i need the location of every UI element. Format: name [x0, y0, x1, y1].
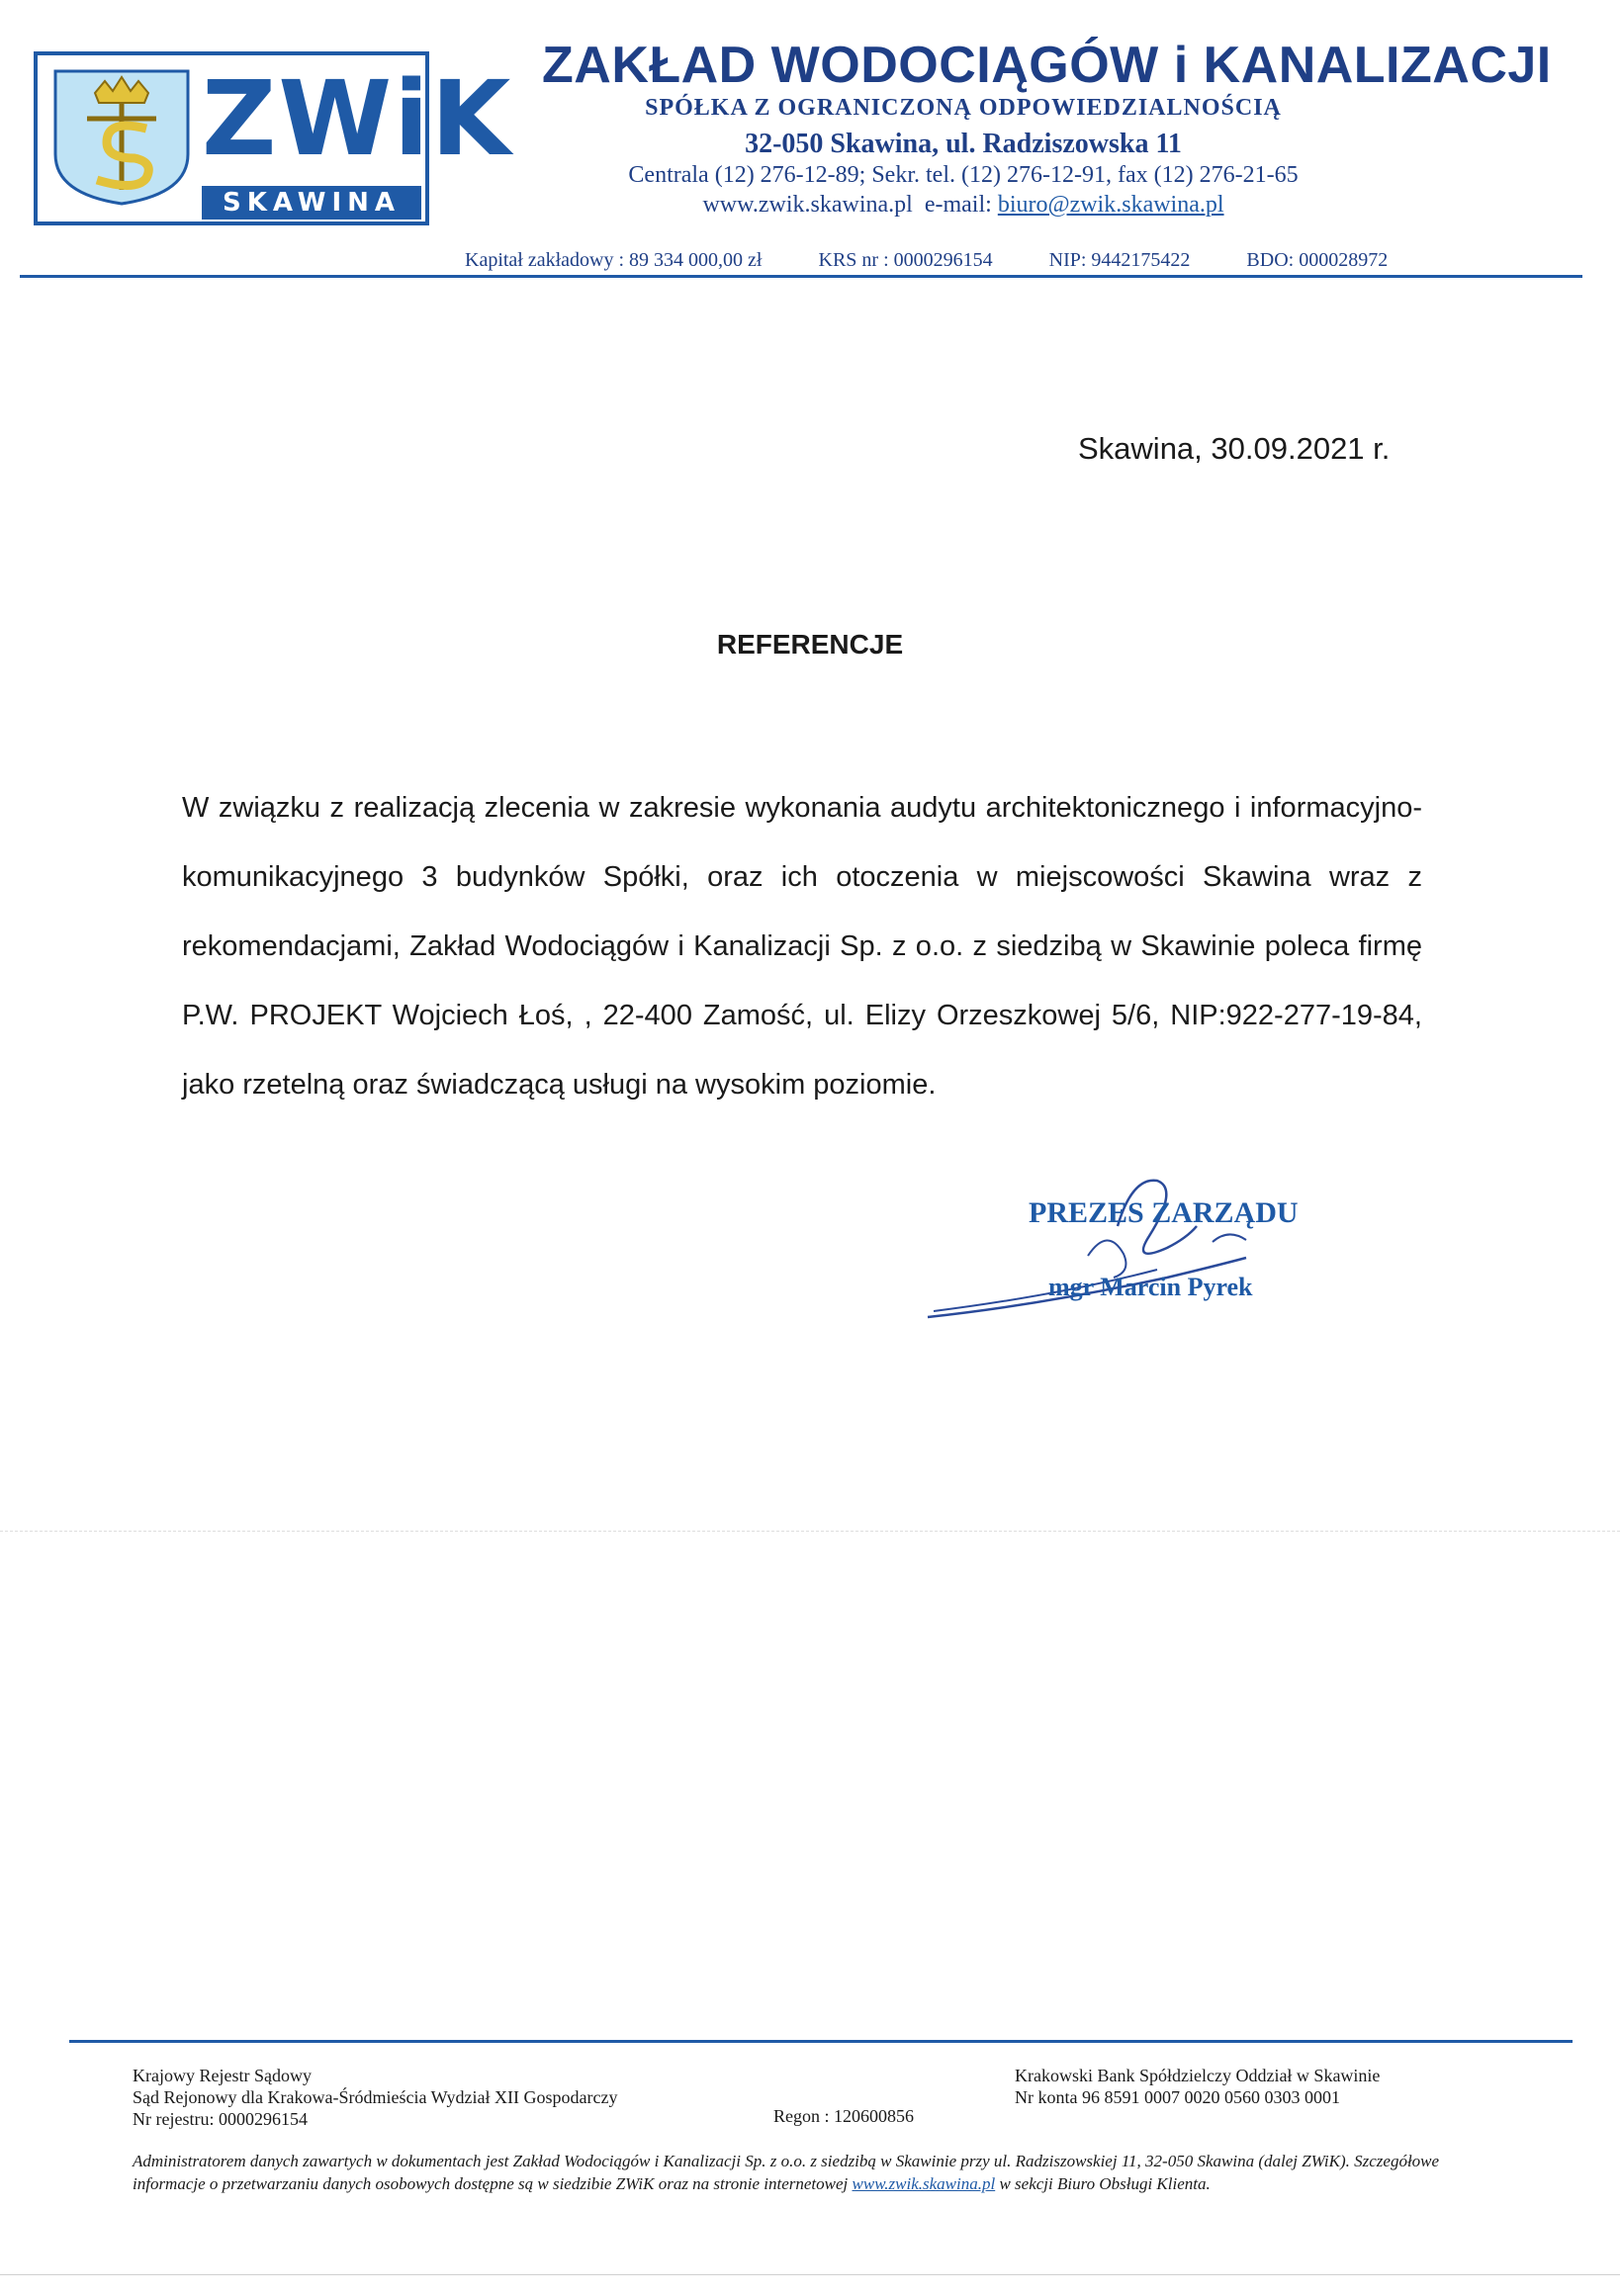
paper-fold-line: [0, 1531, 1620, 1532]
letter-title: REFERENCJE: [716, 629, 904, 660]
letter-date: Skawina, 30.09.2021 r.: [1078, 431, 1391, 466]
signature-stamp-title: PREZES ZARZĄDU: [1029, 1196, 1299, 1229]
website-text: www.zwik.skawina.pl: [702, 192, 913, 218]
letter-body: W związku z realizacją zlecenia w zakresie wykonania audytu architektonicznego i informacyjno-komunikacyjnego 3 budynków Spółki, oraz ich otoczenia w miejscowości Skawina wraz z rekomendacjami, Zakład Wodociągów i Kanalizacji Sp. z o.o. z siedzibą w Skawinie poleca firmę P.W. PROJEKT Wojciech Łoś, , 22-400 Zamość, ul. Elizy Orzeszkowej 5/6, NIP:922-277-19-84, jako rzetelną oraz świadczącą usługi na wysokim poziomie.: [182, 792, 1422, 1101]
company-legal-form: SPÓŁKA Z OGRANICZONĄ ODPOWIEDZIALNOŚCIĄ: [645, 95, 1282, 121]
regon-text: Regon : 120600856: [773, 2106, 914, 2126]
signature-stamp-name: mgr Marcin Pyrek: [1048, 1273, 1253, 1301]
footer-line: Nr konta 96 8591 0007 0020 0560 0303 0001: [1015, 2087, 1340, 2107]
footer-line: Nr rejestru: 0000296154: [133, 2109, 308, 2129]
notice-website-link[interactable]: www.zwik.skawina.pl: [852, 2174, 996, 2193]
footer-line: Sąd Rejonowy dla Krakowa-Śródmieścia Wydział XII Gospodarczy: [133, 2087, 618, 2107]
court-registry-info: [133, 2065, 617, 2130]
nip-text: NIP: 9442175422: [1048, 249, 1191, 271]
company-address: 32-050 Skawina, ul. Radziszowska 11: [745, 129, 1182, 159]
notice-text-end: w sekcji Biuro Obsługi Klienta.: [995, 2174, 1211, 2193]
registration-info: [465, 249, 1439, 272]
logo-subtitle: SKAWINA: [202, 186, 421, 220]
email-link[interactable]: biuro@zwik.skawina.pl: [997, 192, 1224, 218]
company-name: ZAKŁAD WODOCIĄGÓW i KANALIZACJI: [542, 37, 1552, 94]
company-contact: [0, 192, 1620, 219]
capital-text: Kapitał zakładowy : 89 334 000,00 zł: [465, 249, 763, 271]
header-divider: [20, 275, 1582, 278]
footer-line: Krakowski Bank Spółdzielczy Oddział w Skawinie: [1015, 2066, 1381, 2085]
krs-text: KRS nr : 0000296154: [818, 249, 993, 271]
bank-info: [1015, 2065, 1380, 2108]
email-label: e-mail:: [924, 192, 992, 218]
footer-line: Krajowy Rejestr Sądowy: [133, 2066, 312, 2085]
page-bottom-edge: [0, 2274, 1620, 2275]
company-phones: Centrala (12) 276-12-89; Sekr. tel. (12) 276-12-91, fax (12) 276-21-65: [628, 162, 1299, 188]
notice-text: Administratorem danych zawartych w dokumentach jest Zakład Wodociągów i Kanalizacji Sp. z o.o. z siedzibą w Skawinie przy ul. Radziszowskiej 11, 32-050 Skawina (dalej ZWiK). Szczegółowe informacje o przetwarzaniu danych osobowych dostępne są w siedzibie ZWiK oraz na stronie internetowej: [133, 2152, 1440, 2193]
bdo-text: BDO: 000028972: [1246, 249, 1389, 271]
logo-wordmark: ZWiK: [202, 58, 513, 179]
footer-divider: [69, 2040, 1573, 2043]
data-admin-notice: [133, 2150, 1497, 2195]
